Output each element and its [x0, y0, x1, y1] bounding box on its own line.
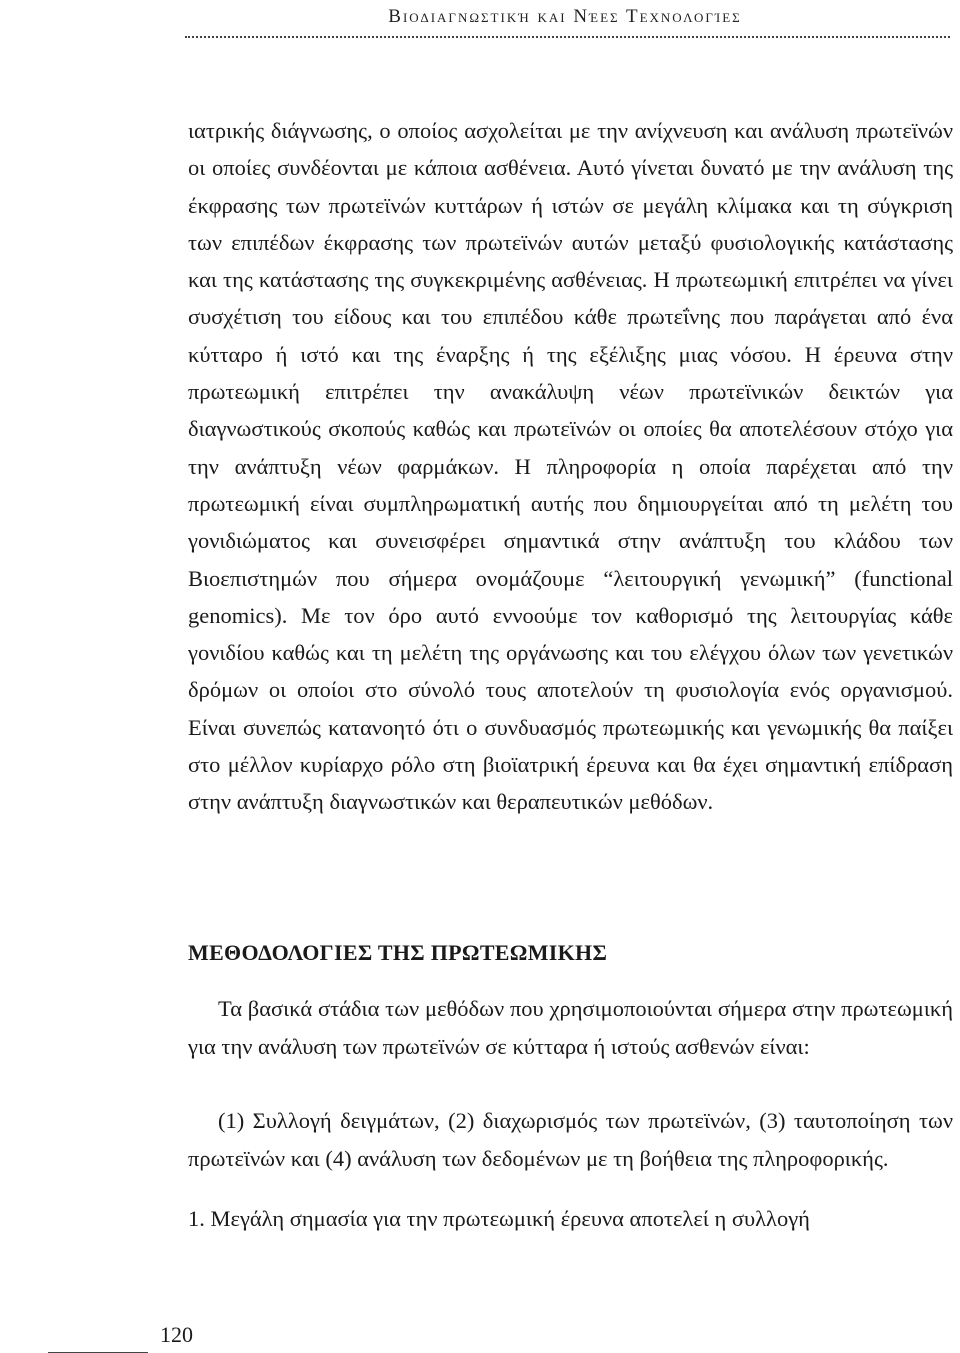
body-text	[188, 112, 953, 821]
page-number: 120	[160, 1322, 193, 1347]
steps-paragraph: (1) Συλλογή δειγμάτων, (2) διαχωρισμός των πρωτεϊνών, (3) ταυτοποίηση των πρωτεϊνών και (4) ανάλυση των δεδομένων με τη βοήθεια της πληροφορικής.	[188, 1108, 953, 1171]
section-heading: ΜΕΘΟΔΟΛΟΓΙΕΣ ΤΗΣ ΠΡΩΤΕΩΜΙΚΗΣ	[188, 940, 608, 965]
running-header: Βιοδιαγνωστική και Νέες Τεχνολογίες	[388, 6, 742, 27]
body-paragraph: ιατρικής διάγνωσης, ο οποίος ασχολείται με την ανίχνευση και ανάλυση πρωτεϊνών οι οποίες συνδέονται με κάποια ασθένεια. Αυτό γίνεται δυνατό με την ανάλυση της έκφρασης των πρωτεϊνών κυττάρων ή ιστών σε μεγάλη κλίμακα και τη σύγκριση των επιπέδων έκφρασης των πρωτεϊνών αυτών μεταξύ φυσιολογικής κατάστασης και της κατάστασης της συγκεκριμένης ασθένειας. Η πρωτεωμική επιτρέπει να γίνει συσχέτιση του είδους και του επιπέδου κάθε πρωτεΐνης που παράγεται από ένα κύτταρο ή ιστό και της έναρξης ή της εξέλιξης μιας νόσου. Η έρευνα στην πρωτεωμική επιτρέπει την ανακάλυψη νέων πρωτεϊνικών δεικτών για διαγνωστικούς σκοπούς καθώς και πρωτεϊνών οι οποίες θα αποτελέσουν στόχο για την ανάπτυξη νέων φαρμάκων. Η πληροφορία η οποία παρέχεται από την πρωτεωμική είναι συμπληρωματική αυτής που δημιουργείται από τη μελέτη του γονιδιώματος και συνεισφέρει σημαντικά στην ανάπτυξη του κλάδου των Βιοεπιστημών που σήμερα ονομάζουμε “λειτουργική γενωμική” (functional genomics). Με τον όρο αυτό εννοούμε τον καθορισμό της λειτουργίας κάθε γονιδίου καθώς και τη μελέτη της οργάνωσης και του ελέγχου όλων των γενετικών δρόμων οι οποίοι στο σύνολό τους αποτελούν τη φυσιολογία ενός οργανισμού. Είναι συνεπώς κατανοητό ότι ο συνδυασμός πρωτεωμικής και γενωμικής θα παίξει στο μέλλον κυρίαρχο ρόλο στη βιοϊατρική έρευνα και θα έχει σημαντική επίδραση στην ανάπτυξη διαγνωστικών και θεραπευτικών μεθόδων.	[188, 118, 953, 815]
numbered-item-1: 1. Μεγάλη σημασία για την πρωτεωμική έρευνα αποτελεί η συλλογή	[188, 1206, 810, 1231]
section-intro-paragraph: Τα βασικά στάδια των μεθόδων που χρησιμοποιούνται σήμερα στην πρωτεωμική για την ανάλυση των πρωτεϊνών σε κύτταρα ή ιστούς ασθενών είναι:	[188, 996, 953, 1059]
header-rule	[185, 36, 950, 38]
